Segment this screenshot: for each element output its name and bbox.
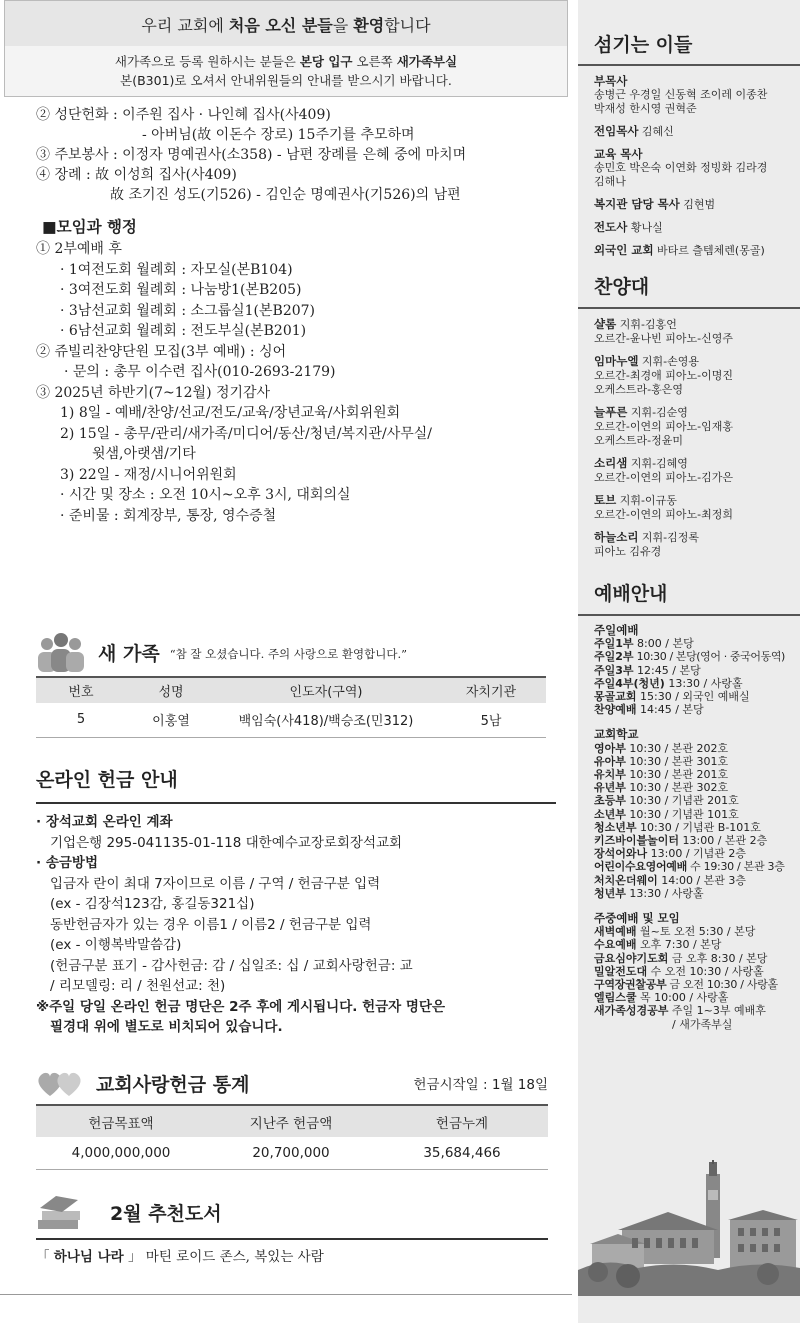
role-label: 전임목사 [594, 124, 639, 138]
department-name: 처치온더웨이 [594, 873, 658, 887]
new-family-header [36, 632, 546, 672]
welcome-heading [5, 1, 567, 46]
meeting-time: 수 오전 10:30 / 사랑홀 [647, 964, 764, 978]
church-school-label: 교회학교 [594, 727, 639, 742]
last-week-amount: 20,700,000 [206, 1137, 376, 1169]
meeting-line: · 3여전도회 월례회 : 나눔방1(본B205) [60, 282, 302, 298]
choir-detail: 지휘-김정록 [638, 531, 700, 544]
table-row [36, 703, 546, 737]
meeting-line: · 준비물 : 회계장부, 통장, 영수증철 [60, 507, 277, 524]
meeting-list [0, 239, 572, 526]
department-name: 키즈바이블놀이터 [594, 834, 680, 848]
meeting-line: 3) 22일 - 재정/시니어위원회 [60, 466, 237, 483]
meeting-time: 금 오후 8:30 / 본당 [668, 951, 768, 965]
sunday-worship-label: 주일예배 [594, 623, 639, 637]
choir-detail: 피아노 김유경 [594, 545, 662, 558]
table-cell: 5 [36, 703, 126, 737]
table-cell: 이홍열 [126, 703, 216, 737]
role-label: 교육 목사 [594, 147, 643, 161]
online-note: ※주일 당일 온라인 헌금 명단은 2주 후에 게시됩니다. 헌금자 명단은 [36, 998, 446, 1015]
meeting-name: 새벽예배 [594, 925, 637, 939]
meeting-line: 윗샘,아랫샘/기타 [92, 446, 196, 462]
method-line: (헌금구분 표기 - 감사헌금: 감 / 십일조: 십 / 교회사랑헌금: 교 [50, 957, 413, 974]
choir-detail: 오르간-이연의 피아노-임재홍 [594, 420, 733, 433]
method-label: · 송금방법 [36, 855, 98, 871]
column-header: 헌금목표액 [36, 1105, 206, 1137]
meeting-line: ② 쥬빌리찬양단원 모집(3부 예배) : 싱어 [36, 343, 287, 360]
new-family-quote: “참 잘 오셨습니다. 주의 사랑으로 환영합니다.” [169, 647, 407, 661]
servants-list [578, 74, 800, 258]
meeting-line: · 시간 및 장소 : 오전 10시~오후 3시, 대회의실 [60, 487, 351, 503]
choir-detail: 지휘-김순영 [627, 406, 688, 419]
welcome-text: 합니다 [384, 16, 431, 35]
department-name: 초등부 [594, 794, 626, 808]
instruction-text: 오른쪽 [352, 54, 397, 69]
recommended-book [36, 1245, 324, 1265]
online-offering-title: 온라인 헌금 안내 [36, 769, 178, 791]
meeting-time: 주일 1~3부 예배후 [668, 1004, 766, 1018]
books-title: 2월 추천도서 [110, 1202, 222, 1225]
stats-title: 교회사랑헌금 통계 [96, 1073, 250, 1096]
service-time: 10:30 / 본당(영어 · 중국어동역) [633, 650, 785, 664]
item-funeral: ④ 장례 : 故 이성희 집사(사409) [36, 167, 237, 183]
instruction-bold-entrance: 본당 입구 [299, 54, 353, 69]
choir-name: 토브 [594, 493, 617, 507]
choir-detail: 지휘-김홍언 [616, 318, 677, 331]
role-label: 전도사 [594, 220, 628, 234]
service-name: 찬양예배 [594, 703, 637, 717]
service-name: 주일2부 [594, 650, 634, 664]
meeting-name: 구역장권찰공부 [594, 978, 667, 992]
service-name: 주일3부 [594, 663, 634, 677]
choir-title: 찬양대 [594, 276, 650, 298]
method-line: / 리모델링: 리 / 천원선교: 천) [50, 978, 226, 994]
choir-detail: 지휘-이규동 [616, 494, 677, 507]
meeting-location: / 새가족부실 [672, 1017, 733, 1031]
goal-amount: 4,000,000,000 [36, 1137, 206, 1169]
choir-name: 임마누엘 [594, 354, 639, 368]
department-time: 13:00 / 기념관 2층 [647, 847, 747, 861]
item-bulletin-service: ③ 주보봉사 : 이정자 명예권사(소358) - 남편 장례를 은혜 중에 마치며 [36, 147, 467, 163]
role-label: 복지관 담당 목사 [594, 197, 680, 211]
department-time: 13:30 / 사랑홀 [625, 886, 704, 900]
choir-detail: 지휘-손영용 [638, 355, 700, 368]
meeting-line: 1) 8일 - 예배/찬양/선교/전도/교육/장년교육/사회위원회 [60, 405, 401, 421]
book-name: 하나님 나라 [53, 1249, 124, 1265]
sidebar [578, 0, 800, 1323]
stats-start-date: 헌금시작일 : 1월 18일 [413, 1077, 548, 1093]
choir-list [578, 317, 800, 559]
table-cell: 백임숙(사418)/백승조(민312) [216, 703, 436, 737]
department-name: 유년부 [594, 781, 626, 795]
choir-detail: 오르간-이연의 피아노-김가은 [594, 471, 733, 484]
item-funeral-2: 故 조기진 성도(기526) - 김인순 명예권사(기526)의 남편 [110, 187, 461, 203]
department-name: 소년부 [594, 807, 626, 821]
service-time: 13:30 / 사랑홀 [664, 676, 743, 690]
role-names: 김현범 [679, 198, 716, 211]
department-time: 10:30 / 기념관 B-101호 [636, 820, 761, 834]
role-names: 박재성 한시영 권혁준 [594, 102, 697, 115]
table-cell: 5남 [436, 703, 546, 737]
divider [36, 802, 556, 804]
bracket: 」 [123, 1249, 142, 1265]
choir-detail: 오케스트라-홍은영 [594, 383, 683, 396]
meeting-section-title: ■모임과 행정 [42, 218, 137, 236]
welcome-text: 우리 교회에 [141, 16, 229, 35]
meeting-time: 월~토 오전 5:30 / 본당 [636, 925, 756, 939]
weekday-worship-label: 주중예배 및 모임 [594, 911, 680, 926]
department-name: 유아부 [594, 754, 626, 768]
method-line: 입금자 란이 최대 7자이므로 이름 / 구역 / 헌금구분 입력 [50, 875, 381, 892]
meeting-line: ③ 2025년 하반기(7~12월) 정기감사 [36, 384, 271, 401]
role-names: 송민호 박은숙 이연화 정빙화 김라경 [594, 161, 768, 174]
worship-list [578, 624, 800, 1031]
department-time: 10:30 / 본관 301호 [625, 754, 729, 768]
divider [0, 1294, 572, 1295]
meeting-line: · 1여전도회 월례회 : 자모실(본B104) [60, 261, 293, 278]
divider [36, 1238, 548, 1240]
column-header: 성명 [126, 677, 216, 703]
books-icon [36, 1192, 84, 1232]
meeting-name: 엘림스쿨 [594, 991, 637, 1005]
service-time: 8:00 / 본당 [633, 637, 694, 651]
department-name: 영아부 [594, 741, 626, 755]
role-names: 바타르 츨템체렌(몽골) [653, 244, 765, 257]
meeting-line: · 3남선교회 월례회 : 소그룹실1(본B207) [60, 302, 316, 319]
department-name: 어린이수요영어예배 [594, 860, 687, 874]
welcome-text: 을 [332, 16, 354, 35]
meeting-time: 목 10:00 / 사랑홀 [636, 991, 729, 1005]
bracket: 「 [36, 1249, 54, 1265]
role-label: 부목사 [594, 74, 628, 88]
method-line: 동반헌금자가 있는 경우 이름1 / 이름2 / 헌금구분 입력 [50, 916, 372, 933]
instruction-text: 새가족으로 등록 원하시는 분들은 [114, 54, 300, 69]
department-time: 10:30 / 본관 202호 [625, 741, 729, 755]
role-names: 송병근 우경일 신동혁 조이레 이종찬 [594, 88, 768, 101]
meeting-name: 수요예배 [594, 938, 637, 952]
department-time: 수 19:30 / 본관 3층 [686, 860, 785, 874]
meeting-line: · 문의 : 총무 이수련 집사(010-2693-2179) [64, 364, 336, 380]
stats-table [36, 1104, 548, 1170]
divider [578, 64, 800, 66]
online-note: 필경대 위에 별도로 비치되어 있습니다. [50, 1019, 283, 1035]
column-header: 자치기관 [436, 677, 546, 703]
meeting-name: 밀알전도대 [594, 964, 648, 978]
choir-detail: 오르간-이연의 피아노-최정희 [594, 508, 733, 521]
method-line: (ex - 이행복박말씀감) [50, 937, 182, 953]
meeting-name: 금요심야기도회 [594, 951, 669, 965]
service-name: 주일4부(청년) [594, 676, 665, 690]
cumulative-amount: 35,684,466 [376, 1137, 548, 1169]
choir-detail: 지휘-김혜영 [627, 457, 688, 470]
worship-title: 예배안내 [594, 583, 668, 605]
choir-name: 늘푸른 [594, 405, 628, 419]
choir-name: 샬롬 [594, 317, 617, 331]
service-name: 몽골교회 [594, 690, 637, 704]
new-family-title: 새 가족 [98, 642, 160, 665]
department-name: 장석어와나 [594, 847, 648, 861]
divider [578, 614, 800, 616]
church-building-illustration [578, 1160, 800, 1296]
books-header [36, 1190, 222, 1234]
book-author: 마틴 로이드 존스, 복있는 사람 [141, 1249, 324, 1265]
meeting-time: 오후 7:30 / 본당 [636, 938, 722, 952]
welcome-bold-welcome: 환영 [353, 16, 385, 35]
divider [578, 307, 800, 309]
role-names: 김혜신 [638, 125, 674, 138]
role-label: 외국인 교회 [594, 243, 654, 257]
method-line: (ex - 김장석123감, 홍길동321십) [50, 896, 255, 912]
service-time: 12:45 / 본당 [633, 663, 701, 677]
welcome-banner [4, 0, 568, 97]
department-time: 10:30 / 본관 201호 [625, 768, 729, 782]
online-offering-section [36, 765, 556, 1038]
service-time: 15:30 / 외국인 예배실 [636, 690, 750, 704]
instruction-line-2: 본(B301)로 오셔서 안내위원들의 안내를 받으시기 바랍니다. [120, 73, 452, 88]
meeting-line: ① 2부예배 후 [36, 241, 122, 257]
account-number: 기업은행 295-041135-01-118 대한예수교장로회장석교회 [50, 834, 403, 851]
department-time: 10:30 / 기념관 201호 [625, 794, 739, 808]
table-row [36, 1137, 548, 1169]
department-name: 청소년부 [594, 820, 637, 834]
meeting-name: 새가족성경공부 [594, 1004, 669, 1018]
choir-detail: 오르간-윤나빈 피아노-신영주 [594, 332, 733, 345]
column-header: 지난주 헌금액 [206, 1105, 376, 1137]
welcome-instructions [5, 46, 567, 96]
meeting-time: 금 오전 10:30 / 사랑홀 [666, 978, 778, 992]
meeting-line: 2) 15일 - 총무/관리/새가족/미디어/동산/청년/복지관/사무실/ [60, 425, 433, 442]
hearts-icon [36, 1068, 86, 1098]
new-family-table [36, 676, 546, 738]
department-name: 청년부 [594, 886, 626, 900]
choir-name: 소리샘 [594, 456, 628, 470]
column-header: 번호 [36, 677, 126, 703]
choir-detail: 오르간-최경애 피아노-이명진 [594, 369, 733, 382]
people-icon [36, 632, 86, 672]
role-names: 김해나 [594, 175, 626, 188]
choir-name: 하늘소리 [594, 530, 639, 544]
service-name: 주일1부 [594, 637, 634, 651]
column-header: 인도자(구역) [216, 677, 436, 703]
stats-header [36, 1066, 548, 1100]
meeting-line: · 6남선교회 월례회 : 전도부실(본B201) [60, 323, 307, 339]
item-flowers: ② 성단헌화 : 이주원 집사 · 나인혜 집사(사409) [36, 107, 331, 123]
account-label: · 장석교회 온라인 계좌 [36, 814, 173, 830]
department-time: 10:30 / 본관 302호 [625, 781, 729, 795]
department-name: 유치부 [594, 768, 626, 782]
department-time: 10:30 / 기념관 101호 [625, 807, 739, 821]
department-time: 13:00 / 본관 2층 [679, 834, 768, 848]
instruction-bold-room: 새가족부실 [396, 54, 458, 69]
choir-detail: 오케스트라-정윤미 [594, 434, 683, 447]
announcement-items [0, 97, 572, 205]
welcome-bold-first-visitors: 처음 오신 분들 [228, 16, 333, 35]
department-time: 14:00 / 본관 3층 [657, 873, 747, 887]
service-time: 14:45 / 본당 [636, 703, 704, 717]
role-names: 황나실 [627, 221, 663, 234]
column-header: 헌금누계 [376, 1105, 548, 1137]
item-flowers-memorial: - 아버님(故 이돈수 장로) 15주기를 추모하며 [142, 127, 415, 143]
servants-title: 섬기는 이들 [594, 34, 693, 56]
